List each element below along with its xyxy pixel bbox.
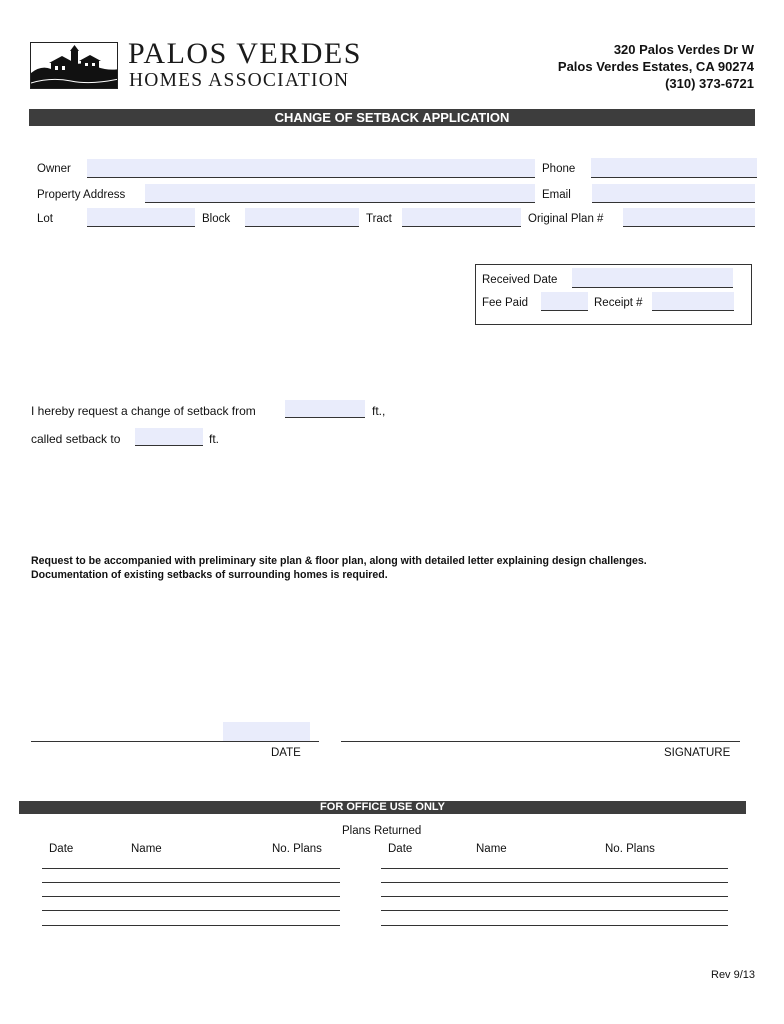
table-row[interactable] bbox=[381, 910, 728, 911]
table-row[interactable] bbox=[42, 896, 340, 897]
right-col-no-plans: No. Plans bbox=[605, 843, 655, 855]
revision-label: Rev 9/13 bbox=[711, 969, 756, 981]
plans-returned-label: Plans Returned bbox=[342, 825, 422, 837]
request-line2-prefix: called setback to bbox=[31, 432, 121, 446]
phone-field[interactable] bbox=[591, 158, 757, 178]
table-row[interactable] bbox=[42, 910, 340, 911]
address-line2: Palos Verdes Estates, CA 90274 bbox=[557, 59, 754, 74]
tract-label: Tract bbox=[366, 213, 392, 225]
date-field[interactable] bbox=[223, 722, 310, 741]
setback-to-field[interactable] bbox=[135, 428, 203, 446]
table-row[interactable] bbox=[42, 882, 340, 883]
table-row[interactable] bbox=[42, 868, 340, 869]
right-col-date: Date bbox=[388, 843, 413, 855]
original-plan-field[interactable] bbox=[623, 208, 755, 227]
tract-field[interactable] bbox=[402, 208, 521, 227]
received-date-label: Received Date bbox=[482, 274, 558, 286]
address-line1: 320 Palos Verdes Dr W bbox=[613, 42, 754, 57]
email-field[interactable] bbox=[592, 184, 755, 203]
notice-line1: Request to be accompanied with preliminary site plan & floor plan, along with detailed letter explaining design challenges. bbox=[31, 555, 647, 567]
date-caption: DATE bbox=[271, 747, 301, 759]
owner-field[interactable] bbox=[87, 159, 535, 178]
receipt-field[interactable] bbox=[652, 292, 734, 311]
property-address-field[interactable] bbox=[145, 184, 535, 203]
lot-field[interactable] bbox=[87, 208, 195, 227]
phone-label: Phone bbox=[542, 163, 576, 175]
table-row[interactable] bbox=[381, 868, 728, 869]
fee-paid-label: Fee Paid bbox=[482, 297, 529, 309]
setback-from-field[interactable] bbox=[285, 400, 365, 418]
request-line1-prefix: I hereby request a change of setback from bbox=[31, 404, 256, 418]
phone-number: (310) 373-6721 bbox=[665, 76, 754, 91]
office-use-title: FOR OFFICE USE ONLY bbox=[19, 801, 746, 814]
signature-caption: SIGNATURE bbox=[664, 747, 731, 759]
table-row[interactable] bbox=[381, 925, 728, 926]
email-label: Email bbox=[542, 189, 571, 201]
receipt-label: Receipt # bbox=[594, 297, 643, 309]
request-line1-suffix: ft., bbox=[372, 404, 386, 418]
fee-paid-field[interactable] bbox=[541, 292, 588, 311]
org-name-line2: HOMES ASSOCIATION bbox=[129, 70, 350, 91]
org-name-line1: PALOS VERDES bbox=[128, 37, 362, 70]
received-date-field[interactable] bbox=[572, 268, 733, 288]
block-field[interactable] bbox=[245, 208, 359, 227]
original-plan-label: Original Plan # bbox=[528, 213, 604, 225]
signature-line bbox=[341, 741, 740, 742]
hilltop-building-logo-icon bbox=[30, 42, 118, 89]
block-label: Block bbox=[202, 213, 231, 225]
left-col-no-plans: No. Plans bbox=[272, 843, 322, 855]
left-col-date: Date bbox=[49, 843, 74, 855]
owner-label: Owner bbox=[37, 163, 71, 175]
table-row[interactable] bbox=[42, 925, 340, 926]
right-col-name: Name bbox=[476, 843, 507, 855]
lot-label: Lot bbox=[37, 213, 53, 225]
left-col-name: Name bbox=[131, 843, 162, 855]
table-row[interactable] bbox=[381, 882, 728, 883]
notice-line2: Documentation of existing setbacks of surrounding homes is required. bbox=[31, 569, 388, 581]
date-line bbox=[31, 741, 319, 742]
property-address-label: Property Address bbox=[37, 189, 126, 201]
form-title: CHANGE OF SETBACK APPLICATION bbox=[29, 109, 755, 126]
request-line2-suffix: ft. bbox=[209, 432, 220, 446]
table-row[interactable] bbox=[381, 896, 728, 897]
